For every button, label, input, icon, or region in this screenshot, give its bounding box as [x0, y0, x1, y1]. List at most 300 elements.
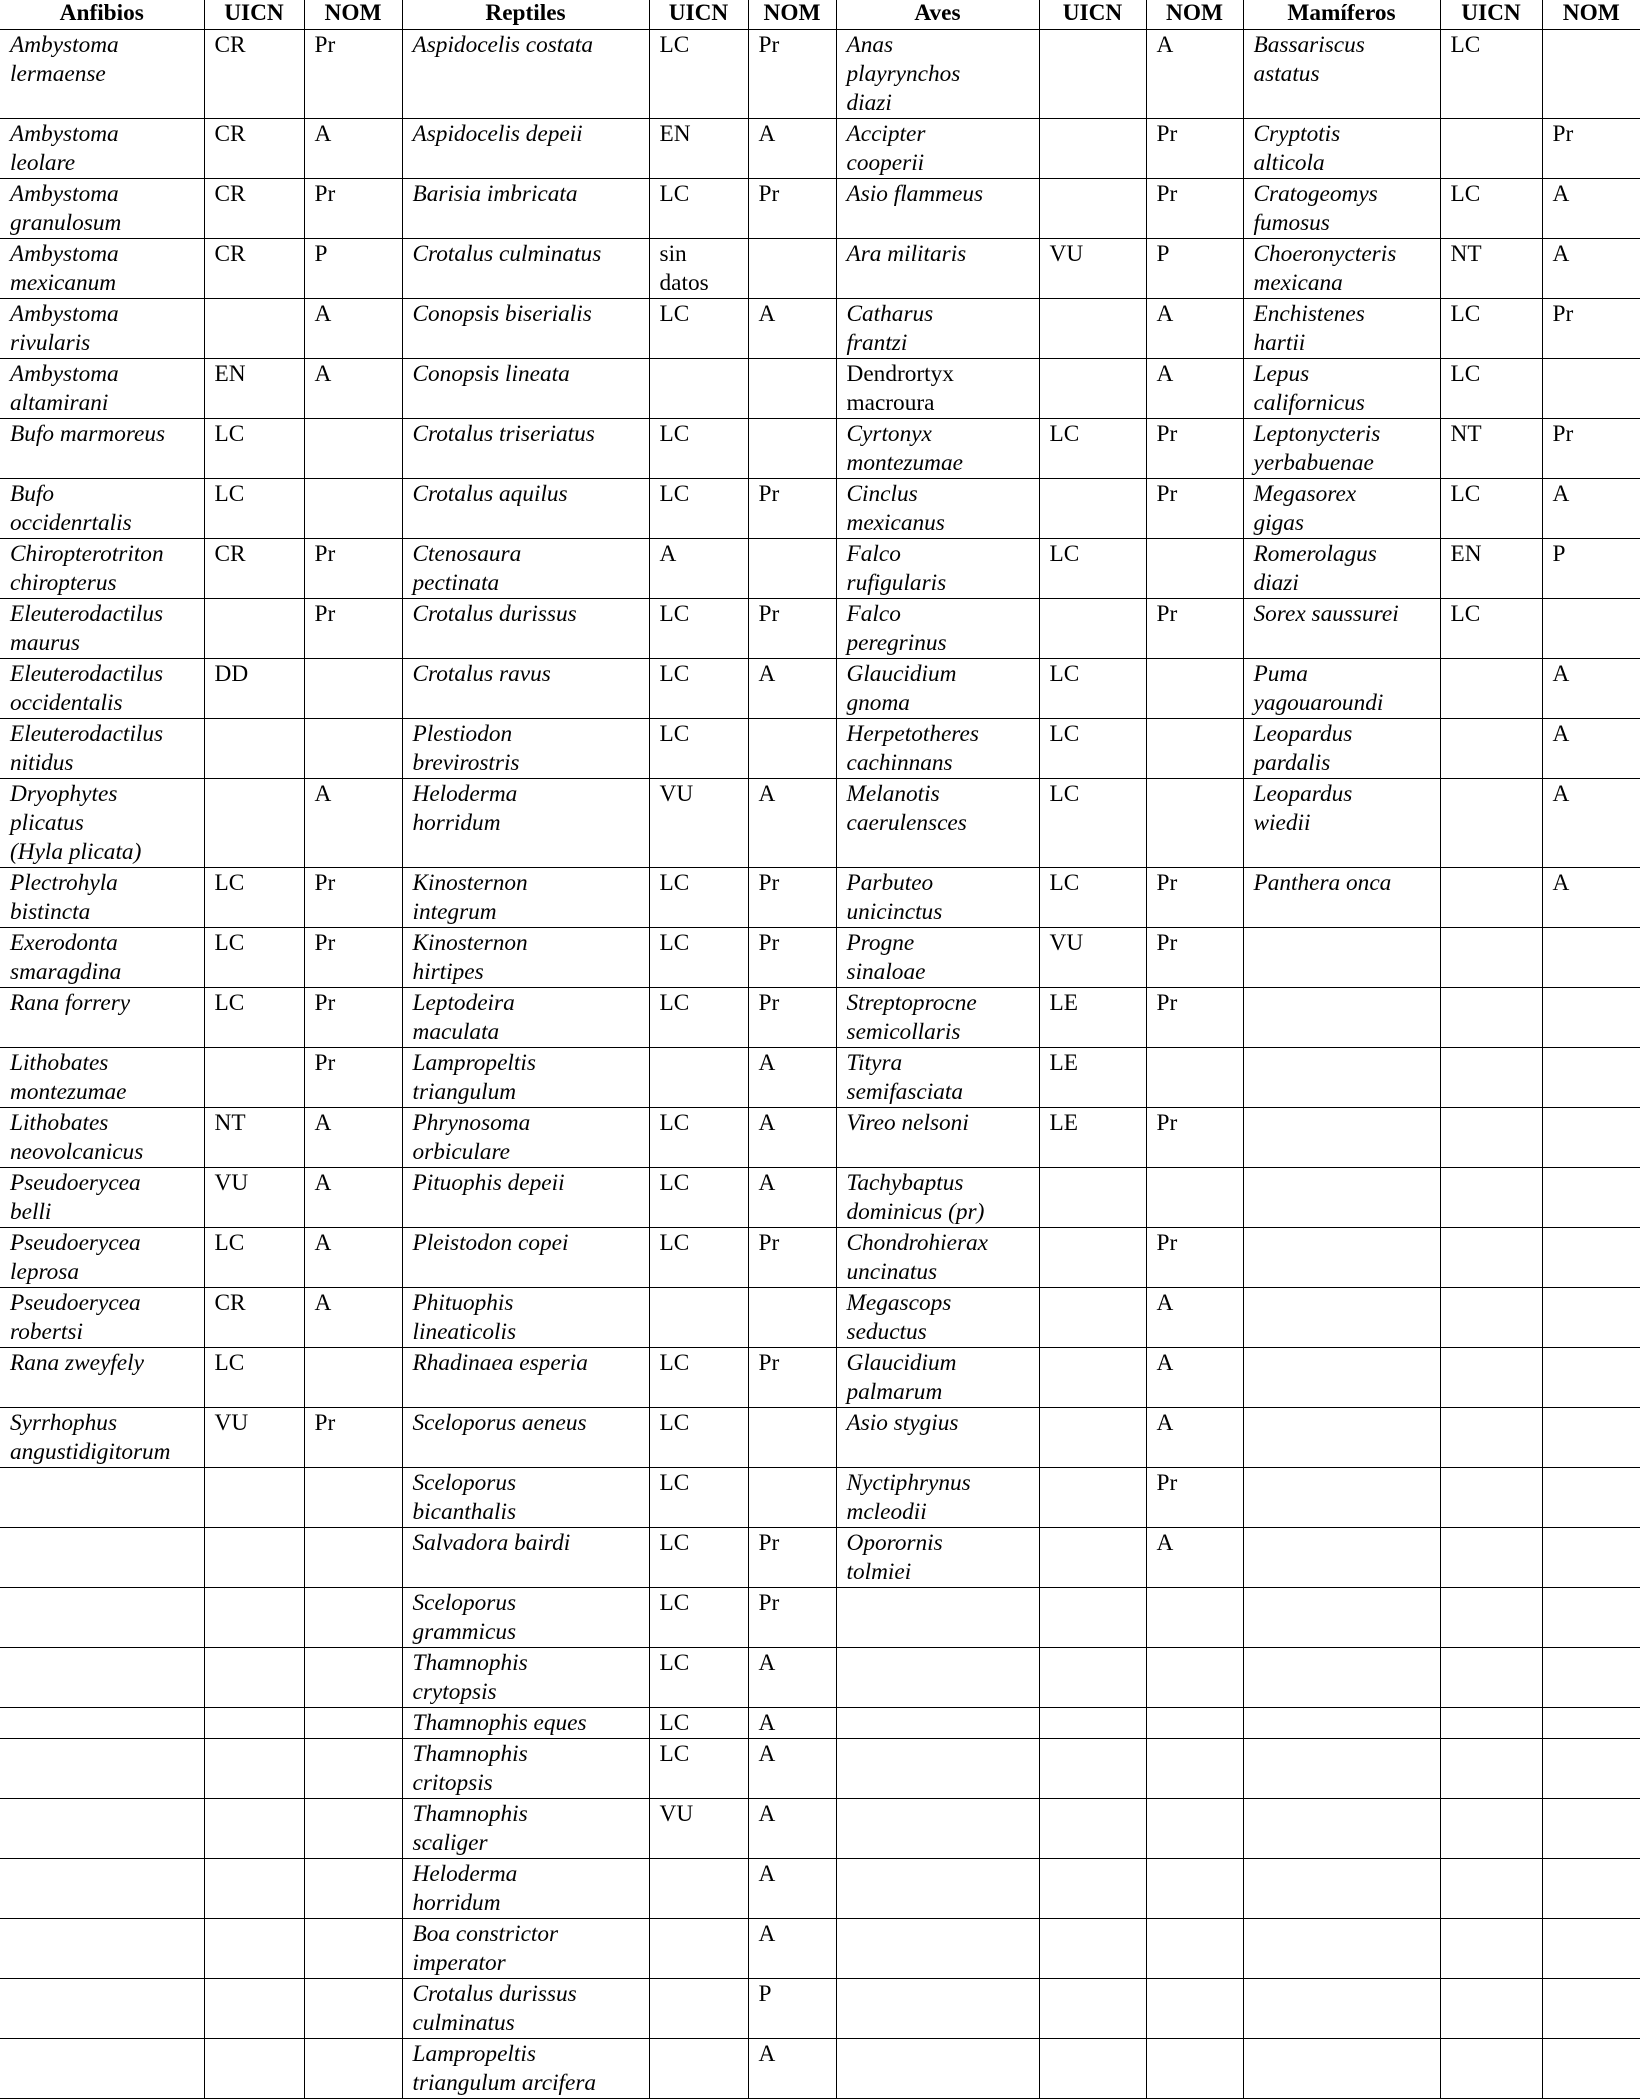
cell-line: Lampropeltis [412, 1049, 536, 1076]
cell-ave [836, 298, 1039, 358]
cell-line: granulosum [10, 209, 122, 236]
cell-line: Sorex saussurei [1253, 600, 1399, 627]
header-mamiferos-nom: NOM [1542, 0, 1640, 29]
cell-line: Ara militaris [846, 240, 967, 267]
cell-mamifero [1243, 1167, 1440, 1227]
cell-line: Phituophis [412, 1289, 514, 1316]
cell-mamifero-uicn [1440, 2038, 1542, 2098]
cell-line: palmarum [846, 1378, 943, 1405]
cell-line: Megascops [846, 1289, 952, 1316]
cell-reptil-uicn [649, 1047, 748, 1107]
cell-reptil [402, 1858, 649, 1918]
cell-mamifero [1243, 1918, 1440, 1978]
cell-ave-nom [1146, 778, 1243, 867]
cell-anfibio-uicn: LC [204, 478, 304, 538]
cell-reptil-uicn: LC [649, 1527, 748, 1587]
cell-line: Dryophytes [10, 780, 118, 807]
cell-ave-uicn: LC [1039, 418, 1146, 478]
table-row [0, 358, 1640, 418]
cell-ave [836, 1527, 1039, 1587]
cell-line: Leopardus [1253, 720, 1353, 747]
cell-ave [836, 1467, 1039, 1527]
cell-line: Boa constrictor [412, 1920, 559, 1947]
cell-reptil-nom: Pr [748, 1527, 836, 1587]
cell-line: gnoma [846, 689, 910, 716]
cell-anfibio-uicn [204, 298, 304, 358]
cell-anfibio-uicn: CR [204, 178, 304, 238]
cell-anfibio [0, 2038, 204, 2098]
cell-ave-nom [1146, 1798, 1243, 1858]
cell-line: alticola [1253, 149, 1325, 176]
cell-anfibio-nom: Pr [304, 598, 402, 658]
cell-line: Plestiodon [412, 720, 513, 747]
cell-mamifero [1243, 867, 1440, 927]
cell-line: cachinnans [846, 749, 953, 776]
cell-line: Eleuterodactilus [10, 720, 164, 747]
cell-mamifero-nom [1542, 1798, 1640, 1858]
cell-ave-uicn [1039, 1978, 1146, 2038]
cell-line: datos [659, 269, 709, 296]
cell-ave-uicn: LE [1039, 1047, 1146, 1107]
cell-line: Oporornis [846, 1529, 943, 1556]
cell-reptil-nom: A [748, 1858, 836, 1918]
cell-mamifero-uicn [1440, 1107, 1542, 1167]
cell-anfibio [0, 1167, 204, 1227]
cell-mamifero-nom [1542, 987, 1640, 1047]
cell-mamifero [1243, 178, 1440, 238]
table-row [0, 1467, 1640, 1527]
cell-reptil-uicn: LC [649, 1167, 748, 1227]
cell-line: Barisia imbricata [412, 180, 578, 207]
table-row [0, 1407, 1640, 1467]
cell-line: Pleistodon copei [412, 1229, 569, 1256]
cell-ave [836, 1107, 1039, 1167]
cell-reptil [402, 598, 649, 658]
cell-line: Asio flammeus [846, 180, 984, 207]
cell-anfibio-nom: Pr [304, 867, 402, 927]
cell-ave-uicn [1039, 1858, 1146, 1918]
cell-line: mexicanus [846, 509, 945, 536]
cell-mamifero [1243, 1647, 1440, 1707]
cell-line: semifasciata [846, 1078, 963, 1105]
cell-reptil-uicn [649, 2038, 748, 2098]
cell-ave-uicn: LC [1039, 538, 1146, 598]
cell-ave [836, 1978, 1039, 2038]
cell-ave [836, 778, 1039, 867]
cell-line: Cyrtonyx [846, 420, 932, 447]
cell-anfibio-uicn [204, 1738, 304, 1798]
cell-line: peregrinus [846, 629, 947, 656]
cell-mamifero [1243, 478, 1440, 538]
cell-reptil [402, 718, 649, 778]
cell-line: leolare [10, 149, 76, 176]
cell-line: occidenrtalis [10, 509, 132, 536]
cell-reptil [402, 927, 649, 987]
cell-anfibio [0, 1347, 204, 1407]
cell-reptil [402, 1047, 649, 1107]
cell-ave-uicn: LC [1039, 778, 1146, 867]
table-row [0, 1047, 1640, 1107]
cell-line: Romerolagus [1253, 540, 1377, 567]
cell-mamifero [1243, 1047, 1440, 1107]
header-aves-uicn: UICN [1039, 0, 1146, 29]
cell-anfibio-uicn: LC [204, 1347, 304, 1407]
table-row [0, 1107, 1640, 1167]
cell-reptil-uicn [649, 1978, 748, 2038]
cell-line: Leptodeira [412, 989, 515, 1016]
cell-anfibio [0, 718, 204, 778]
cell-line: Ambystoma [10, 240, 119, 267]
cell-mamifero-uicn: LC [1440, 478, 1542, 538]
cell-line: crytopsis [412, 1678, 497, 1705]
cell-mamifero [1243, 1287, 1440, 1347]
cell-anfibio-uicn [204, 1647, 304, 1707]
cell-ave-uicn [1039, 1287, 1146, 1347]
cell-reptil-uicn: LC [649, 1407, 748, 1467]
cell-reptil-uicn: LC [649, 1707, 748, 1738]
cell-mamifero-uicn [1440, 1707, 1542, 1738]
cell-mamifero-uicn [1440, 1287, 1542, 1347]
cell-anfibio-nom: P [304, 238, 402, 298]
cell-line: fumosus [1253, 209, 1330, 236]
cell-reptil-uicn: LC [649, 418, 748, 478]
cell-ave [836, 1227, 1039, 1287]
cell-line: Glaucidium [846, 1349, 957, 1376]
cell-line: Lampropeltis [412, 2040, 536, 2067]
cell-anfibio-nom: Pr [304, 987, 402, 1047]
cell-line: Heloderma [412, 780, 518, 807]
cell-anfibio-uicn: EN [204, 358, 304, 418]
cell-reptil [402, 478, 649, 538]
cell-ave-nom: A [1146, 1407, 1243, 1467]
cell-anfibio-uicn: CR [204, 1287, 304, 1347]
cell-ave-uicn [1039, 178, 1146, 238]
header-mamiferos: Mamíferos [1243, 0, 1440, 29]
table-row [0, 29, 1640, 118]
cell-anfibio-uicn [204, 1798, 304, 1858]
cell-ave-nom: A [1146, 1347, 1243, 1407]
cell-ave [836, 1707, 1039, 1738]
cell-anfibio [0, 1858, 204, 1918]
cell-ave-uicn [1039, 1647, 1146, 1707]
cell-ave [836, 2038, 1039, 2098]
cell-mamifero [1243, 1798, 1440, 1858]
cell-line: Enchistenes [1253, 300, 1365, 327]
cell-reptil-nom [748, 1287, 836, 1347]
cell-line: Bufo marmoreus [10, 420, 166, 447]
table-row [0, 1287, 1640, 1347]
cell-ave-uicn [1039, 1738, 1146, 1798]
cell-line: Crotalus ravus [412, 660, 551, 687]
header-row [0, 0, 1640, 29]
cell-line: Salvadora bairdi [412, 1529, 571, 1556]
cell-line: Thamnophis [412, 1800, 528, 1827]
cell-reptil-uicn: A [649, 538, 748, 598]
cell-line: Eleuterodactilus [10, 600, 164, 627]
table-row [0, 478, 1640, 538]
cell-anfibio-uicn [204, 1707, 304, 1738]
cell-anfibio-nom: A [304, 118, 402, 178]
cell-mamifero-nom [1542, 1978, 1640, 2038]
cell-ave-uicn [1039, 1347, 1146, 1407]
cell-line: plicatus [10, 809, 84, 836]
cell-anfibio [0, 238, 204, 298]
cell-line: horridum [412, 809, 501, 836]
cell-line: Crotalus durissus [412, 600, 577, 627]
cell-reptil [402, 178, 649, 238]
cell-ave-nom [1146, 1918, 1243, 1978]
cell-ave-nom: Pr [1146, 178, 1243, 238]
cell-ave-nom: A [1146, 298, 1243, 358]
cell-line: pectinata [412, 569, 500, 596]
cell-anfibio [0, 478, 204, 538]
cell-reptil-uicn: LC [649, 178, 748, 238]
cell-line: dominicus (pr) [846, 1198, 985, 1225]
table-row [0, 658, 1640, 718]
cell-line: Crotalus culminatus [412, 240, 602, 267]
cell-mamifero-uicn [1440, 1467, 1542, 1527]
cell-anfibio [0, 1587, 204, 1647]
cell-line: Cratogeomys [1253, 180, 1378, 207]
cell-line: nitidus [10, 749, 74, 776]
table-row [0, 987, 1640, 1047]
cell-reptil [402, 1798, 649, 1858]
cell-line: triangulum [412, 1078, 517, 1105]
cell-line: diazi [846, 89, 892, 116]
cell-line: Vireo nelsoni [846, 1109, 969, 1136]
cell-ave-nom: Pr [1146, 927, 1243, 987]
cell-line: robertsi [10, 1318, 83, 1345]
cell-line: Crotalus aquilus [412, 480, 568, 507]
cell-ave [836, 867, 1039, 927]
cell-line: Kinosternon [412, 929, 528, 956]
cell-ave-nom [1146, 1707, 1243, 1738]
cell-anfibio-uicn [204, 598, 304, 658]
header-anfibios-nom: NOM [304, 0, 402, 29]
cell-mamifero-uicn: EN [1440, 538, 1542, 598]
cell-mamifero-nom [1542, 1587, 1640, 1647]
cell-reptil [402, 118, 649, 178]
cell-reptil-nom: A [748, 1047, 836, 1107]
cell-mamifero-uicn: LC [1440, 598, 1542, 658]
cell-line: Chondrohierax [846, 1229, 988, 1256]
cell-reptil-uicn [649, 358, 748, 418]
cell-mamifero-uicn [1440, 927, 1542, 987]
cell-mamifero-nom [1542, 1738, 1640, 1798]
cell-line: yerbabuenae [1253, 449, 1374, 476]
cell-mamifero-uicn: LC [1440, 358, 1542, 418]
cell-ave [836, 118, 1039, 178]
cell-line: Choeronycteris [1253, 240, 1397, 267]
cell-mamifero [1243, 1227, 1440, 1287]
cell-ave-uicn: LE [1039, 987, 1146, 1047]
cell-mamifero-uicn [1440, 1347, 1542, 1407]
cell-line: Leptonycteris [1253, 420, 1381, 447]
cell-reptil [402, 778, 649, 867]
cell-reptil [402, 1587, 649, 1647]
cell-mamifero-nom [1542, 2038, 1640, 2098]
cell-line: Ambystoma [10, 360, 119, 387]
cell-line: Ambystoma [10, 180, 119, 207]
table-row [0, 598, 1640, 658]
cell-ave-uicn [1039, 1587, 1146, 1647]
cell-line: Heloderma [412, 1860, 518, 1887]
cell-reptil [402, 1738, 649, 1798]
cell-reptil [402, 358, 649, 418]
cell-ave-uicn [1039, 1527, 1146, 1587]
cell-ave-uicn [1039, 598, 1146, 658]
cell-anfibio-uicn [204, 2038, 304, 2098]
cell-line: yagouaroundi [1253, 689, 1384, 716]
cell-line: Pituophis depeii [412, 1169, 565, 1196]
cell-mamifero [1243, 1107, 1440, 1167]
cell-reptil [402, 1107, 649, 1167]
cell-anfibio-nom: A [304, 298, 402, 358]
cell-line: Streptoprocne [846, 989, 977, 1016]
cell-anfibio [0, 418, 204, 478]
cell-ave [836, 178, 1039, 238]
cell-anfibio-uicn: DD [204, 658, 304, 718]
cell-mamifero-nom [1542, 1467, 1640, 1527]
cell-reptil [402, 1347, 649, 1407]
cell-mamifero-nom [1542, 1107, 1640, 1167]
cell-anfibio-nom: A [304, 1227, 402, 1287]
cell-anfibio-nom: A [304, 358, 402, 418]
cell-line: brevirostris [412, 749, 520, 776]
cell-line: Kinosternon [412, 869, 528, 896]
cell-reptil-uicn: LC [649, 1107, 748, 1167]
cell-reptil-uicn [649, 1287, 748, 1347]
cell-line: horridum [412, 1889, 501, 1916]
cell-mamifero-uicn [1440, 658, 1542, 718]
cell-ave [836, 1167, 1039, 1227]
cell-anfibio-uicn: CR [204, 238, 304, 298]
cell-reptil [402, 1287, 649, 1347]
cell-line: Sceloporus [412, 1469, 517, 1496]
cell-anfibio-uicn [204, 1047, 304, 1107]
cell-line: occidentalis [10, 689, 123, 716]
cell-mamifero-nom: P [1542, 538, 1640, 598]
cell-ave-nom [1146, 538, 1243, 598]
cell-mamifero-uicn [1440, 1407, 1542, 1467]
cell-anfibio-uicn: LC [204, 418, 304, 478]
cell-mamifero-nom [1542, 1227, 1640, 1287]
cell-anfibio-uicn: CR [204, 29, 304, 118]
cell-anfibio-nom [304, 718, 402, 778]
cell-line: mexicana [1253, 269, 1343, 296]
cell-reptil-nom: A [748, 1707, 836, 1738]
cell-mamifero-nom: A [1542, 478, 1640, 538]
cell-ave-uicn: LC [1039, 658, 1146, 718]
cell-ave-uicn [1039, 118, 1146, 178]
cell-reptil-nom: Pr [748, 1227, 836, 1287]
cell-anfibio [0, 1407, 204, 1467]
cell-line: montezumae [846, 449, 963, 476]
table-row [0, 1707, 1640, 1738]
cell-reptil [402, 1167, 649, 1227]
cell-mamifero-nom [1542, 29, 1640, 118]
header-reptiles-nom: NOM [748, 0, 836, 29]
cell-mamifero [1243, 598, 1440, 658]
cell-anfibio [0, 1287, 204, 1347]
cell-mamifero-nom [1542, 1647, 1640, 1707]
cell-anfibio [0, 1978, 204, 2038]
table-row [0, 418, 1640, 478]
cell-mamifero [1243, 538, 1440, 598]
cell-reptil-nom [748, 238, 836, 298]
cell-reptil [402, 1707, 649, 1738]
cell-anfibio [0, 1707, 204, 1738]
cell-ave-nom [1146, 658, 1243, 718]
cell-anfibio-nom [304, 1587, 402, 1647]
cell-mamifero [1243, 2038, 1440, 2098]
cell-mamifero-nom: A [1542, 718, 1640, 778]
cell-ave-nom: Pr [1146, 987, 1243, 1047]
table-row [0, 1527, 1640, 1587]
cell-line: Rana zweyfely [10, 1349, 144, 1376]
cell-reptil-uicn: VU [649, 778, 748, 867]
cell-ave-nom: A [1146, 29, 1243, 118]
cell-line: Catharus [846, 300, 934, 327]
cell-line: Ambystoma [10, 120, 119, 147]
cell-ave [836, 1407, 1039, 1467]
cell-mamifero-uicn: LC [1440, 178, 1542, 238]
cell-reptil-uicn: LC [649, 1647, 748, 1707]
cell-line: Ctenosaura [412, 540, 522, 567]
cell-mamifero [1243, 1858, 1440, 1918]
cell-ave-nom [1146, 718, 1243, 778]
cell-line: grammicus [412, 1618, 517, 1645]
cell-reptil-nom: Pr [748, 29, 836, 118]
cell-line: Panthera onca [1253, 869, 1392, 896]
cell-ave-nom [1146, 1978, 1243, 2038]
cell-ave [836, 1047, 1039, 1107]
cell-anfibio-uicn [204, 1467, 304, 1527]
cell-anfibio-uicn: LC [204, 867, 304, 927]
header-mamiferos-uicn: UICN [1440, 0, 1542, 29]
cell-mamifero [1243, 1407, 1440, 1467]
cell-reptil [402, 658, 649, 718]
cell-mamifero-uicn [1440, 1647, 1542, 1707]
cell-anfibio-nom [304, 2038, 402, 2098]
cell-line: diazi [1253, 569, 1299, 596]
cell-mamifero-nom [1542, 1287, 1640, 1347]
cell-line: Chiropterotriton [10, 540, 164, 567]
cell-line: Plectrohyla [10, 869, 118, 896]
cell-mamifero-nom [1542, 358, 1640, 418]
cell-reptil [402, 418, 649, 478]
cell-line: Exerodonta [10, 929, 118, 956]
cell-reptil-uicn: LC [649, 1467, 748, 1527]
cell-anfibio [0, 1467, 204, 1527]
cell-line: culminatus [412, 2009, 515, 2036]
cell-line: Falco [846, 600, 901, 627]
cell-anfibio-nom [304, 658, 402, 718]
table-row [0, 1738, 1640, 1798]
cell-anfibio-nom: Pr [304, 178, 402, 238]
cell-line: californicus [1253, 389, 1365, 416]
cell-reptil-uicn: LC [649, 987, 748, 1047]
cell-anfibio [0, 298, 204, 358]
cell-ave [836, 598, 1039, 658]
table-row [0, 778, 1640, 867]
cell-mamifero-nom [1542, 1858, 1640, 1918]
cell-ave-nom [1146, 1587, 1243, 1647]
cell-line: Rhadinaea esperia [412, 1349, 588, 1376]
cell-reptil-nom: Pr [748, 867, 836, 927]
cell-ave-nom: A [1146, 358, 1243, 418]
cell-line: rufigularis [846, 569, 947, 596]
